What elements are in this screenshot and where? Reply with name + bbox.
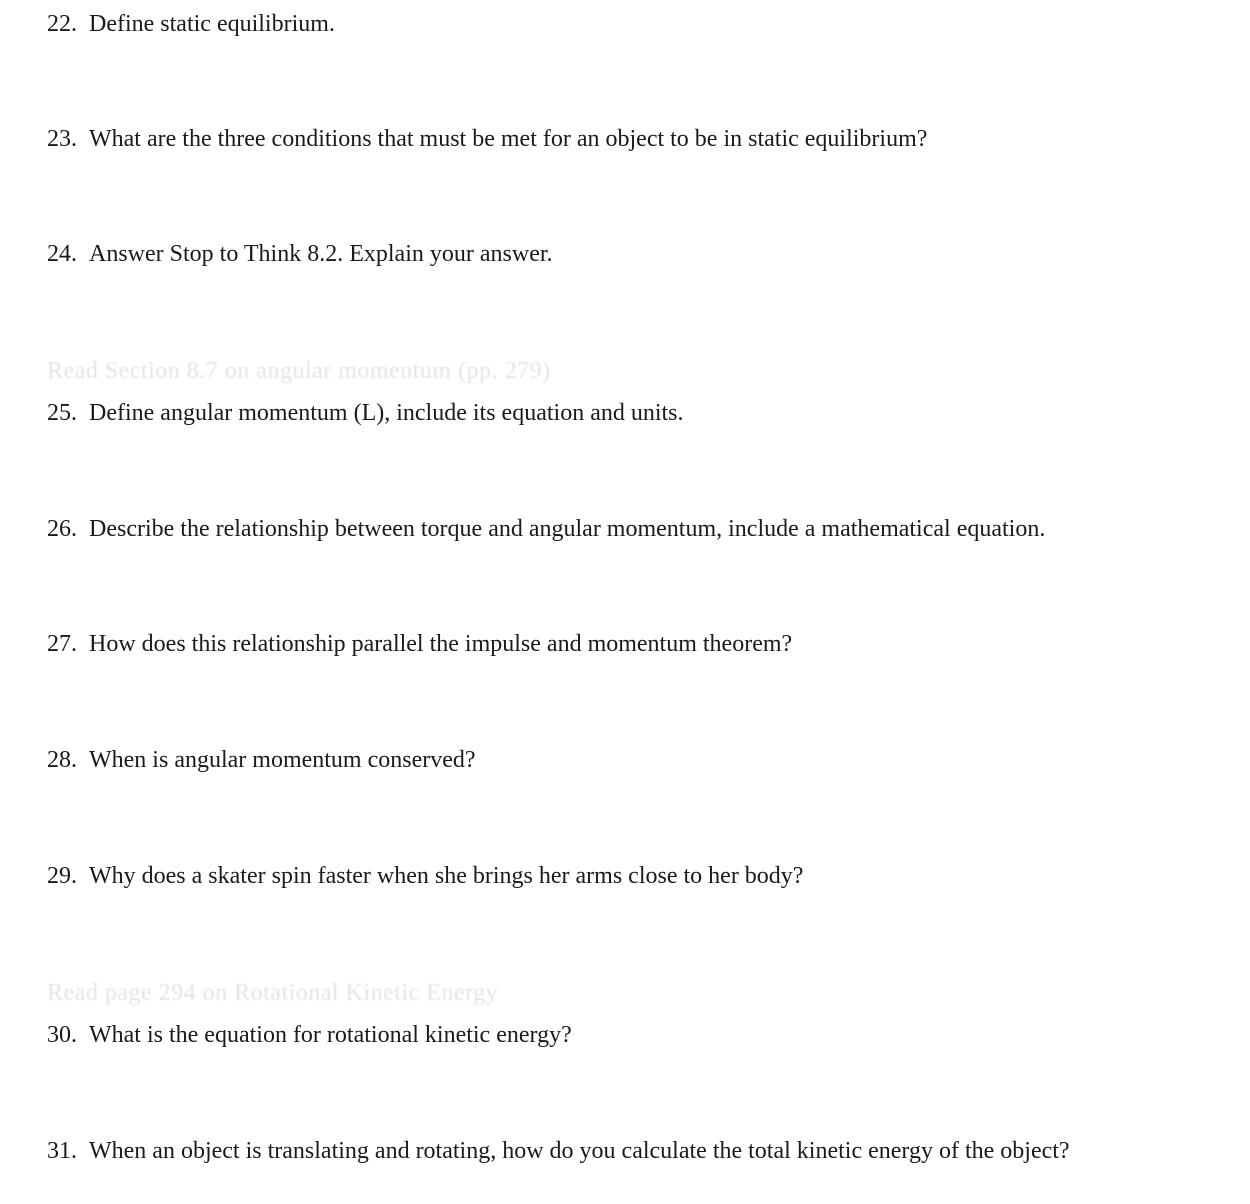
question-28 [47, 745, 476, 775]
question-text: Answer Stop to Think 8.2. Explain your answer. [89, 241, 553, 267]
question-27 [47, 629, 792, 659]
question-22 [47, 9, 335, 39]
faded-section-heading: Read Section 8.7 on angular momentum (pp. 279) [47, 358, 551, 384]
question-number: 23. [47, 126, 77, 152]
question-number: 30. [47, 1022, 77, 1048]
question-23 [47, 124, 927, 154]
question-31 [47, 1136, 1070, 1166]
question-number: 31. [47, 1138, 77, 1164]
question-number: 24. [47, 241, 77, 267]
question-number: 25. [47, 400, 77, 426]
question-text: When an object is translating and rotating, how do you calculate the total kinetic energy of the object? [89, 1138, 1070, 1164]
question-24 [47, 239, 553, 269]
question-text: When is angular momentum conserved? [89, 747, 476, 773]
question-text: What are the three conditions that must be met for an object to be in static equilibrium? [89, 126, 928, 152]
question-text: How does this relationship parallel the impulse and momentum theorem? [89, 631, 793, 657]
question-26 [47, 514, 1045, 544]
faded-section-heading: Read page 294 on Rotational Kinetic Energy [47, 980, 499, 1006]
question-number: 29. [47, 863, 77, 889]
question-29 [47, 861, 803, 891]
question-number: 27. [47, 631, 77, 657]
question-number: 26. [47, 516, 77, 542]
question-text: What is the equation for rotational kinetic energy? [89, 1022, 572, 1048]
question-number: 28. [47, 747, 77, 773]
question-25 [47, 398, 684, 428]
question-text: Why does a skater spin faster when she brings her arms close to her body? [89, 863, 804, 889]
question-number: 22. [47, 11, 77, 37]
question-text: Describe the relationship between torque and angular momentum, include a mathematical equation. [89, 516, 1046, 542]
question-text: Define angular momentum (L), include its equation and units. [89, 400, 684, 426]
question-text: Define static equilibrium. [89, 11, 335, 37]
question-30 [47, 1020, 572, 1050]
